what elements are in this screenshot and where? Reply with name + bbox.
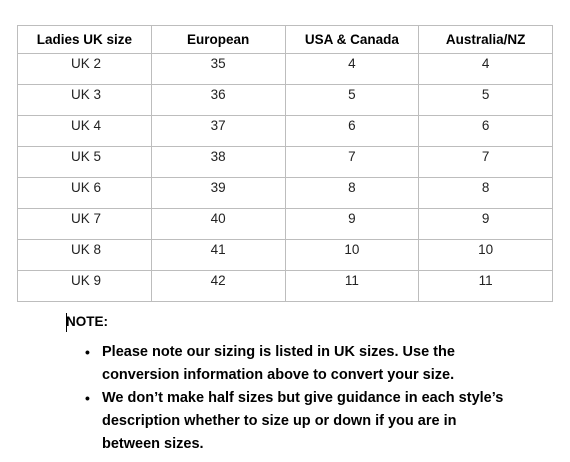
cell-australia-nz: 4 (419, 54, 553, 85)
cell-european: 40 (151, 209, 285, 240)
cell-european: 37 (151, 116, 285, 147)
note-item-text: We don’t make half sizes but give guidance in each style’s description whether to size up or down if you are in between sizes. (102, 390, 504, 452)
cell-australia-nz: 11 (419, 271, 553, 302)
bullet-icon: • (85, 390, 90, 406)
column-header-australia-nz: Australia/NZ (419, 26, 553, 54)
cell-european: 36 (151, 85, 285, 116)
cell-usa-canada: 5 (285, 85, 419, 116)
table-row (18, 147, 553, 178)
cell-australia-nz: 9 (419, 209, 553, 240)
cell-usa-canada: 6 (285, 116, 419, 147)
cell-uk-size: UK 6 (18, 178, 152, 209)
cell-usa-canada: 7 (285, 147, 419, 178)
cell-uk-size: UK 3 (18, 85, 152, 116)
cell-uk-size: UK 5 (18, 147, 152, 178)
cell-australia-nz: 5 (419, 85, 553, 116)
cell-usa-canada: 8 (285, 178, 419, 209)
cell-uk-size: UK 4 (18, 116, 152, 147)
note-item (85, 387, 505, 456)
note-item (85, 341, 505, 387)
column-header-uk-size: Ladies UK size (18, 26, 152, 54)
cell-european: 42 (151, 271, 285, 302)
cell-australia-nz: 10 (419, 240, 553, 271)
table-row (18, 54, 553, 85)
bullet-icon: • (85, 344, 90, 360)
cell-australia-nz: 8 (419, 178, 553, 209)
note-item-text: Please note our sizing is listed in UK sizes. Use the conversion information above to convert your size. (102, 344, 455, 383)
cell-uk-size: UK 2 (18, 54, 152, 85)
cell-uk-size: UK 8 (18, 240, 152, 271)
cell-australia-nz: 6 (419, 116, 553, 147)
cell-usa-canada: 10 (285, 240, 419, 271)
cell-european: 41 (151, 240, 285, 271)
cell-usa-canada: 11 (285, 271, 419, 302)
note-heading: NOTE: (66, 314, 108, 329)
cell-european: 35 (151, 54, 285, 85)
cell-australia-nz: 7 (419, 147, 553, 178)
table-row (18, 85, 553, 116)
table-row (18, 240, 553, 271)
column-header-usa-canada: USA & Canada (285, 26, 419, 54)
cell-uk-size: UK 7 (18, 209, 152, 240)
table-row (18, 271, 553, 302)
cell-european: 39 (151, 178, 285, 209)
table-row (18, 116, 553, 147)
cell-usa-canada: 4 (285, 54, 419, 85)
cell-european: 38 (151, 147, 285, 178)
note-list (85, 341, 505, 456)
table-row (18, 209, 553, 240)
column-header-european: European (151, 26, 285, 54)
cell-usa-canada: 9 (285, 209, 419, 240)
size-conversion-table (17, 25, 553, 302)
cell-uk-size: UK 9 (18, 271, 152, 302)
table-header-row (18, 26, 553, 54)
table-row (18, 178, 553, 209)
